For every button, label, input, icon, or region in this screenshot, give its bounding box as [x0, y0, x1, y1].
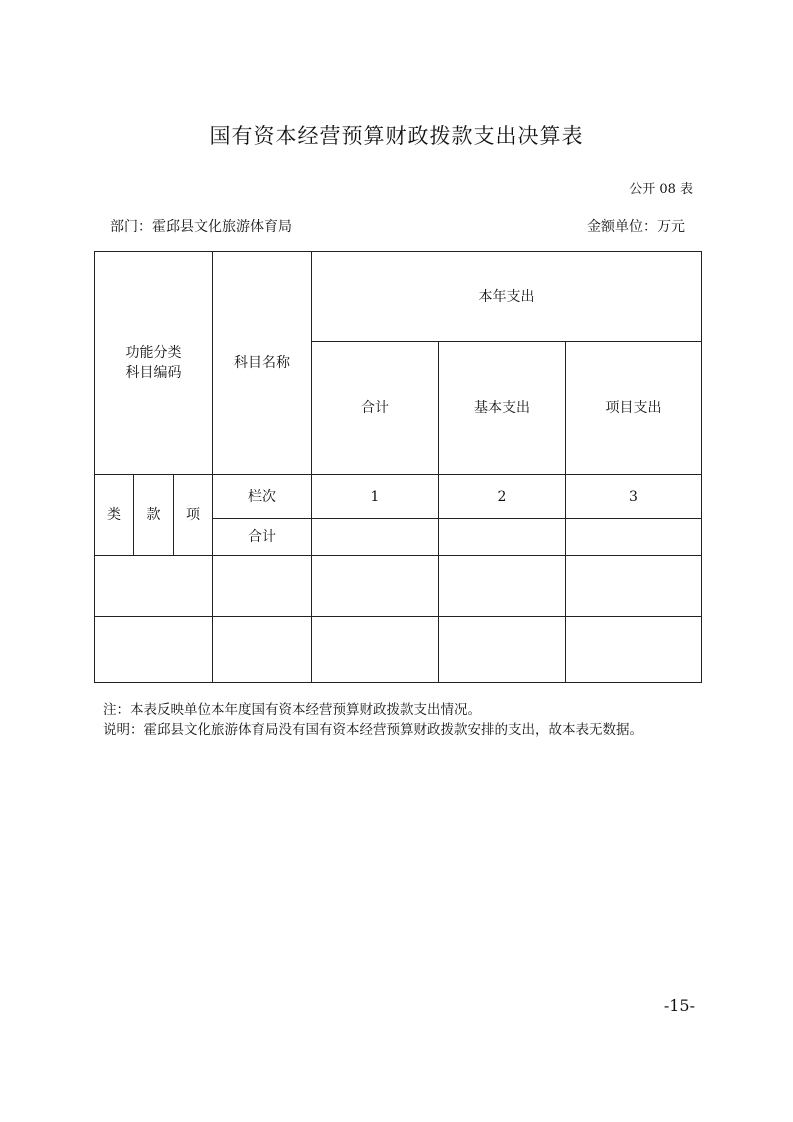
empty-cell	[95, 556, 213, 617]
function-code-header	[95, 252, 213, 475]
expense-table	[94, 251, 702, 683]
section-header: 款	[134, 475, 174, 556]
subject-name-header: 科目名称	[213, 252, 312, 475]
column-index-2: 2	[439, 475, 566, 519]
project-expense-column-header: 项目支出	[566, 342, 702, 475]
notes-section	[103, 700, 643, 740]
empty-cell	[566, 556, 702, 617]
explanation-text: 说明：霍邱县文化旅游体育局没有国有资本经营预算财政拨款安排的支出，故本表无数据。	[103, 722, 643, 738]
total-row-cell	[439, 519, 566, 556]
empty-cell	[566, 617, 702, 683]
empty-cell	[213, 556, 312, 617]
empty-cell	[213, 617, 312, 683]
basic-expense-column-header: 基本支出	[439, 342, 566, 475]
empty-cell	[439, 556, 566, 617]
empty-cell	[312, 617, 439, 683]
column-index-3: 3	[566, 475, 702, 519]
note-text: 注：本表反映单位本年度国有资本经营预算财政拨款支出情况。	[103, 702, 481, 718]
function-code-line2: 科目编码	[125, 365, 182, 381]
class-header: 类	[95, 475, 134, 556]
total-column-header: 合计	[312, 342, 439, 475]
amount-unit-label: 金额单位：万元	[587, 219, 685, 235]
total-row-cell	[566, 519, 702, 556]
column-index-label: 栏次	[213, 475, 312, 519]
total-row-label: 合计	[213, 519, 312, 556]
empty-cell	[95, 617, 213, 683]
item-header: 项	[174, 475, 213, 556]
page-title: 国有资本经营预算财政拨款支出决算表	[209, 124, 584, 148]
form-number: 公开 08 表	[629, 182, 693, 197]
current-year-expense-header: 本年支出	[312, 252, 702, 342]
empty-cell	[439, 617, 566, 683]
function-code-line1: 功能分类	[125, 345, 182, 361]
page-number: -15-	[663, 996, 695, 1015]
department-label: 部门：霍邱县文化旅游体育局	[110, 219, 292, 235]
empty-cell	[312, 556, 439, 617]
total-row-cell	[312, 519, 439, 556]
column-index-1: 1	[312, 475, 439, 519]
